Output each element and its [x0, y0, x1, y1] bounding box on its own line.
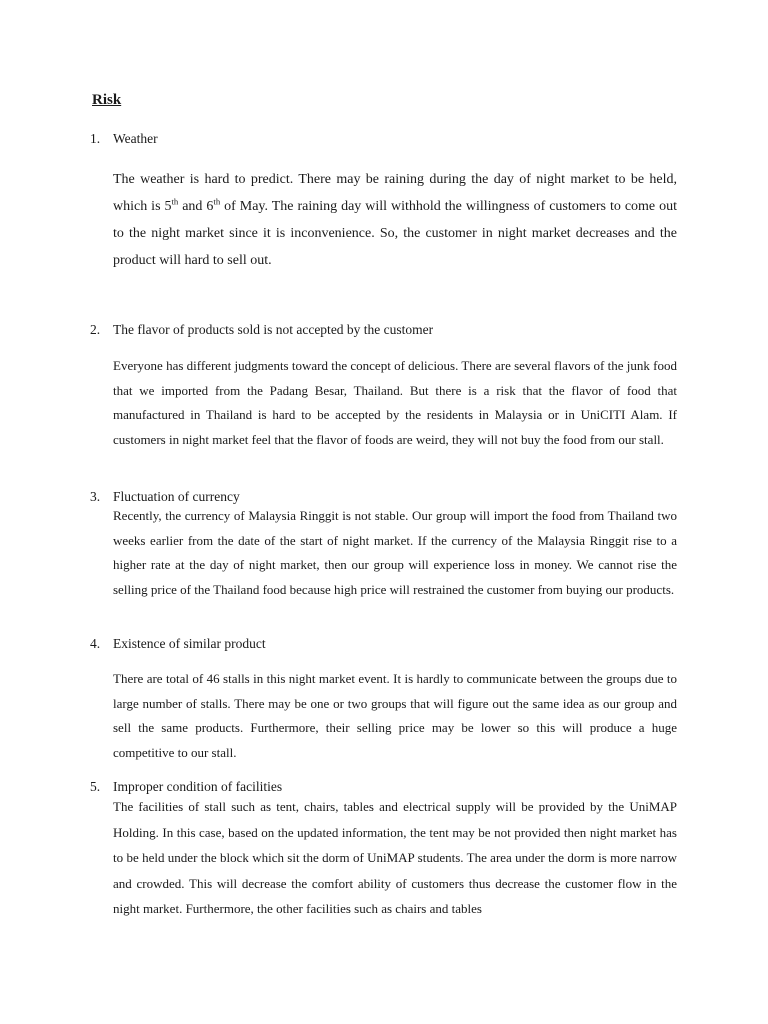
paragraph-facilities: The facilities of stall such as tent, chairs, tables and electrical supply will be provided by the UniMAP Holding. In this case, based on the updated information, the tent may be not provided then night market has to be held under the block which sit the dorm of UniMAP students. The area under the dorm is more narrow and crowded. This will decrease the comfort ability of customers thus decrease the customer flow in the night market. Furthermore, the other facilities such as chairs and tables — [113, 799, 677, 916]
superscript: th — [171, 196, 179, 207]
paragraph-weather — [113, 166, 677, 274]
list-item-title-text: Fluctuation of currency — [113, 489, 240, 504]
list-item-title-text: The flavor of products sold is not accepted by the customer — [113, 322, 434, 337]
list-item-title-text: Weather — [113, 131, 158, 146]
list-item-number: 4. — [90, 636, 101, 651]
paragraph-currency: Recently, the currency of Malaysia Ringgit is not stable. Our group will import the food from Thailand two weeks earlier from the date of the start of night market. If the currency of the Malaysia Ringgit rise to a higher rate at the day of night market, then our group will experience loss in money. We cannot rise the selling price of the Thailand food because high price will restrained the customer from buying our products. — [113, 508, 677, 597]
list-item-title-facilities — [90, 779, 282, 795]
list-item-number: 2. — [90, 322, 101, 337]
list-item-number: 3. — [90, 489, 101, 504]
list-item-title-text: Improper condition of facilities — [113, 779, 283, 794]
list-item-title-similar-product — [90, 636, 266, 652]
list-item-title-weather — [90, 131, 158, 147]
paragraph-similar-product: There are total of 46 stalls in this night market event. It is hardly to communicate between the groups due to large number of stalls. There may be one or two groups that will figure out the same idea as our group and sell the same products. Furthermore, their selling price may be lower so this will produce a huge competitive to our stall. — [113, 671, 677, 760]
superscript: th — [213, 196, 221, 207]
list-item-title-currency — [90, 489, 240, 505]
paragraph-text: The weather is hard to predict. There may be raining during the day of night market to be held, which is 5 — [113, 172, 677, 214]
section-heading: Risk — [92, 92, 122, 108]
list-item-number: 5. — [90, 779, 101, 794]
list-item-number: 1. — [90, 131, 101, 146]
paragraph-text: of May. The raining day will withhold the willingness of customers to come out to the night market since it is inconvenience. So, the customer in night market decreases and the product will hard to sell out. — [113, 199, 677, 268]
list-item-title-text: Existence of similar product — [113, 636, 266, 651]
paragraph-flavor: Everyone has different judgments toward the concept of delicious. There are several flavors of the junk food that we imported from the Padang Besar, Thailand. But there is a risk that the flavor of food that manufactured in Thailand is hard to be accepted by the residents in Malaysia or in UniCITI Alam. If customers in night market feel that the flavor of foods are weird, they will not buy the food from our stall. — [113, 358, 677, 447]
list-item-title-flavor — [90, 322, 433, 338]
paragraph-text: and 6 — [178, 199, 214, 214]
